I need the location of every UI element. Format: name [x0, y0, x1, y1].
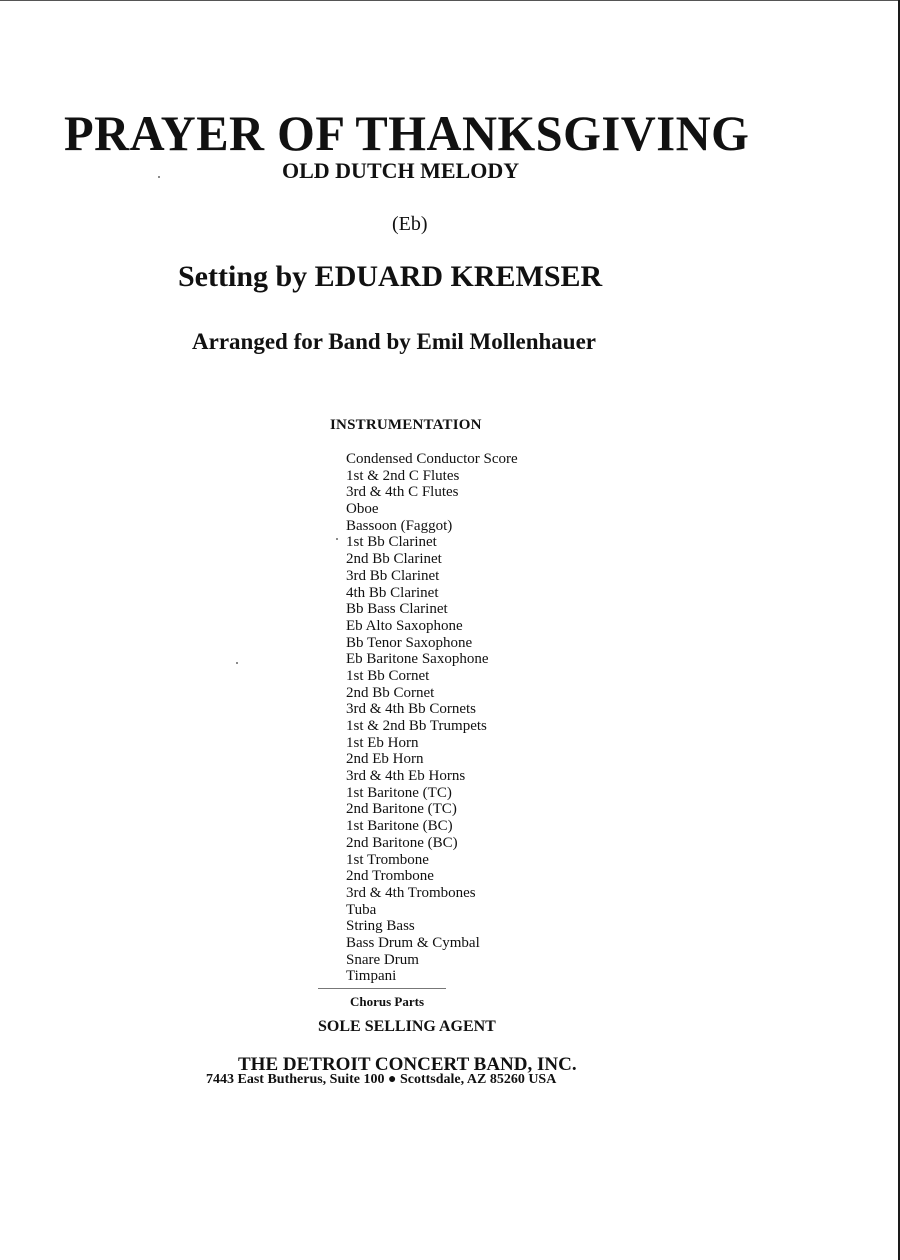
instrument-item: 2nd Bb Clarinet: [346, 551, 442, 568]
setting-credit: Setting by EDUARD KREMSER: [178, 260, 603, 293]
instrument-item: 2nd Bb Cornet: [346, 684, 435, 701]
chorus-parts: Chorus Parts: [350, 994, 425, 1009]
instrument-item: 1st Eb Horn: [346, 734, 419, 751]
instrument-item: 2nd Eb Horn: [346, 751, 424, 768]
instrument-item: 1st Bb Clarinet: [346, 534, 437, 551]
scan-speck: [336, 538, 338, 540]
instrument-item: 2nd Baritone (BC): [346, 834, 458, 851]
subtitle: OLD DUTCH MELODY: [282, 158, 520, 183]
instrument-item: 3rd & 4th Trombones: [346, 884, 476, 901]
instrument-item: Bass Drum & Cymbal: [346, 934, 480, 951]
instrument-item: 1st Baritone (BC): [346, 818, 453, 835]
scan-speck: [236, 662, 238, 664]
instrument-item: Eb Baritone Saxophone: [346, 651, 489, 668]
divider-line: [318, 988, 446, 989]
instrument-item: Condensed Conductor Score: [346, 451, 518, 467]
instrument-item: Oboe: [346, 501, 379, 518]
instrument-item: 3rd & 4th C Flutes: [346, 484, 459, 501]
instrument-item: Eb Alto Saxophone: [346, 617, 463, 634]
instrumentation-heading: INSTRUMENTATION: [330, 417, 482, 433]
instrument-item: Bassoon (Faggot): [346, 517, 453, 534]
instrument-item: Snare Drum: [346, 951, 419, 968]
top-edge: [0, 0, 900, 1]
instrument-item: 4th Bb Clarinet: [346, 584, 439, 601]
scan-speck: [158, 176, 160, 178]
instrument-item: 3rd Bb Clarinet: [346, 567, 440, 584]
instrument-item: 3rd & 4th Bb Cornets: [346, 701, 476, 718]
instrument-item: Bb Tenor Saxophone: [346, 634, 473, 651]
instrument-item: 1st Baritone (TC): [346, 784, 452, 801]
arranger-credit: Arranged for Band by Emil Mollenhauer: [192, 329, 597, 354]
instrument-item: 1st Bb Cornet: [346, 667, 430, 684]
key-signature: (Eb): [392, 213, 428, 235]
instrument-item: Tuba: [346, 901, 377, 918]
instrument-item: Bb Bass Clarinet: [346, 601, 448, 618]
instrumentation-list: [346, 451, 518, 985]
instrument-item: 2nd Baritone (TC): [346, 801, 457, 818]
publisher-address: 7443 East Butherus, Suite 100 ● Scottsdale, AZ 85260 USA: [206, 1072, 557, 1087]
selling-agent-label: SOLE SELLING AGENT: [318, 1018, 496, 1035]
instrument-item: 1st & 2nd Bb Trumpets: [346, 718, 487, 734]
instrument-item: 1st Trombone: [346, 851, 429, 868]
instrument-item: 3rd & 4th Eb Horns: [346, 768, 466, 785]
publisher-name: THE DETROIT CONCERT BAND, INC.: [238, 1054, 577, 1075]
instrument-item: Timpani: [346, 968, 397, 985]
instrument-item: 1st & 2nd C Flutes: [346, 467, 460, 484]
instrument-item: String Bass: [346, 918, 415, 935]
page-title: PRAYER OF THANKSGIVING: [64, 105, 750, 161]
instrument-item: 2nd Trombone: [346, 868, 434, 885]
